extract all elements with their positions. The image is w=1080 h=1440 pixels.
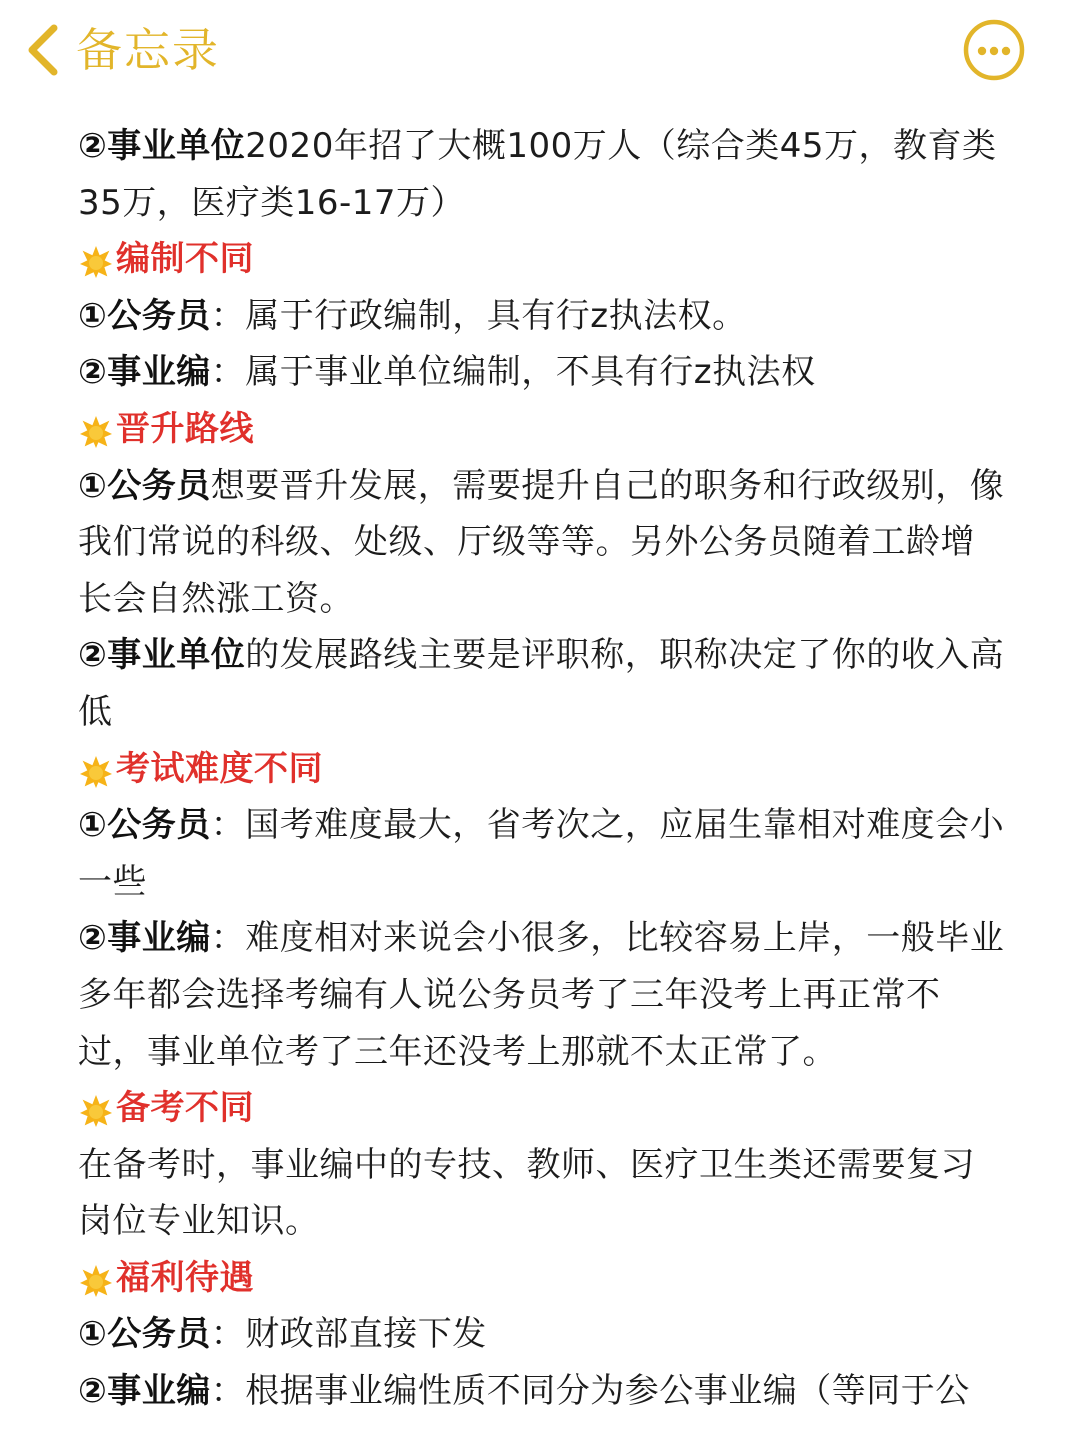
sparkle-star-icon: [78, 751, 114, 787]
sparkle-star-icon: [78, 1090, 114, 1126]
note-paragraph: [78, 1137, 1008, 1250]
bold-subject: ①公务员: [78, 1314, 211, 1355]
section-heading-text: 福利待遇: [116, 1257, 254, 1298]
section-heading: [78, 1080, 1008, 1137]
section-heading-text: 编制不同: [116, 239, 254, 280]
section-heading: [78, 741, 1008, 798]
paragraph-text: 2020年招了大概100万人（综合类45万，教育类35万，医疗类16-17万）: [78, 126, 997, 223]
note-paragraph: [78, 118, 1008, 231]
sparkle-star-icon: [78, 411, 114, 447]
bold-subject: ②事业编: [78, 1371, 211, 1412]
paragraph-text: 的发展路线主要是评职称，职称决定了你的收入高低: [78, 635, 1005, 732]
note-paragraph: [78, 1306, 1008, 1363]
section-heading-text: 备考不同: [116, 1088, 254, 1129]
note-paragraph: [78, 458, 1008, 628]
top-navigation-bar: [0, 0, 1080, 100]
section-heading-text: 晋升路线: [116, 408, 254, 449]
paragraph-text: ：属于事业单位编制，不具有行z执法权: [210, 352, 816, 393]
note-paragraph: [78, 1363, 1008, 1420]
sparkle-star-icon: [78, 241, 114, 277]
note-paragraph: [78, 910, 1008, 1080]
paragraph-text: ：难度相对来说会小很多，比较容易上岸，一般毕业多年都会选择考编有人说公务员考了三年没考上再正常不过，事业单位考了三年还没考上那就不太正常了。: [78, 918, 1005, 1072]
ellipsis-circle-icon: [962, 18, 1026, 82]
bold-subject: ②事业单位: [78, 635, 246, 676]
note-body[interactable]: [78, 118, 1008, 1420]
paragraph-text: 想要晋升发展，需要提升自己的职务和行政级别，像我们常说的科级、处级、厅级等等。另外公务员随着工龄增长会自然涨工资。: [78, 465, 1005, 619]
bold-subject: ①公务员: [78, 295, 211, 336]
section-heading: [78, 1250, 1008, 1307]
chevron-left-icon: [22, 22, 62, 78]
bold-subject: ①公务员: [78, 465, 211, 506]
paragraph-text: ：属于行政编制，具有行z执法权。: [210, 295, 747, 336]
note-paragraph: [78, 288, 1008, 345]
bold-subject: ②事业编: [78, 352, 211, 393]
sparkle-star-icon: [78, 1260, 114, 1296]
paragraph-text: 在备考时，事业编中的专技、教师、医疗卫生类还需要复习岗位专业知识。: [78, 1144, 975, 1242]
note-paragraph: [78, 344, 1008, 401]
note-paragraph: [78, 797, 1008, 910]
paragraph-text: ：国考难度最大，省考次之，应届生靠相对难度会小一些: [78, 805, 1005, 902]
section-heading: [78, 401, 1008, 458]
bold-subject: ①公务员: [78, 805, 211, 846]
paragraph-text: ：财政部直接下发: [210, 1314, 487, 1355]
paragraph-text: ：根据事业编性质不同分为参公事业编（等同于公: [210, 1371, 970, 1412]
more-options-button[interactable]: [962, 18, 1026, 82]
section-heading: [78, 231, 1008, 288]
bold-subject: ②事业单位: [78, 126, 246, 166]
bold-subject: ②事业编: [78, 918, 211, 959]
section-heading-text: 考试难度不同: [116, 748, 323, 789]
back-button[interactable]: [22, 14, 282, 86]
back-label: 备忘录: [76, 23, 220, 77]
note-paragraph: [78, 627, 1008, 740]
